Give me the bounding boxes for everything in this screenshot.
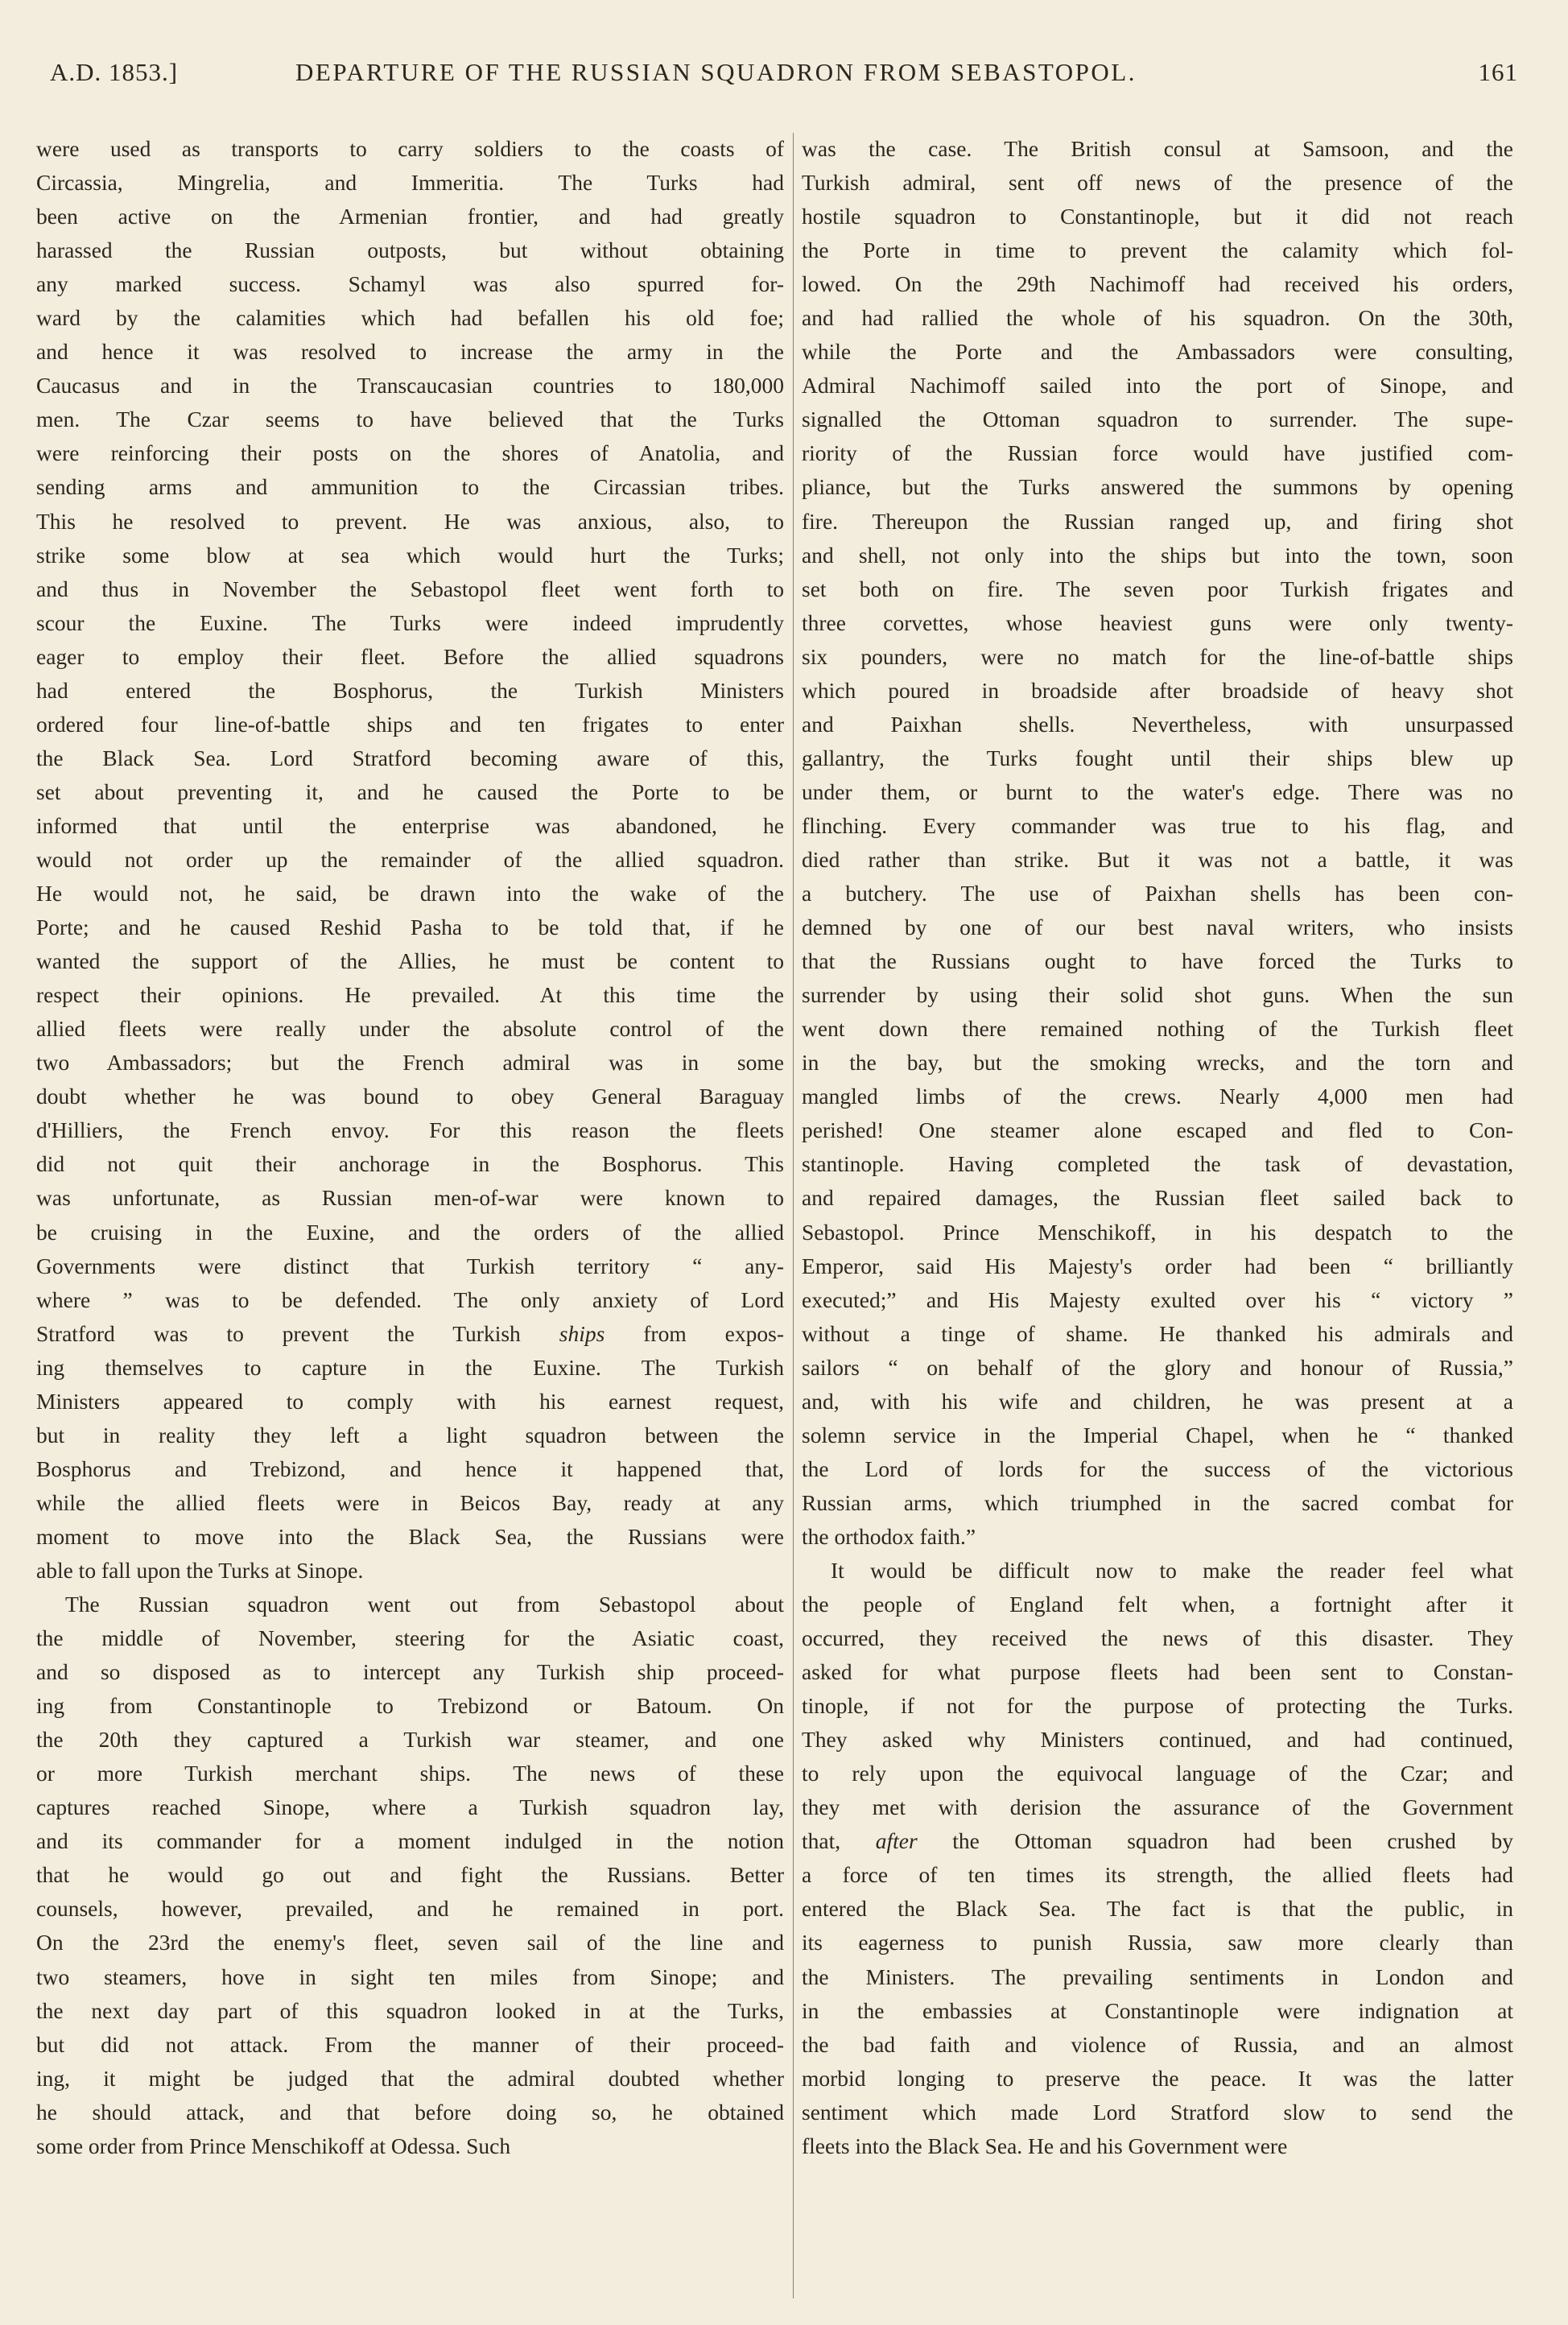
text-line: Caucasus and in the Transcaucasian countries to 180,000 xyxy=(36,373,784,399)
text-line: men. The Czar seems to have believed that the Turks xyxy=(36,407,784,432)
text-line: strike some blow at sea which would hurt the Turks; xyxy=(36,542,784,568)
text-line: asked for what purpose fleets had been sent to Constan- xyxy=(802,1659,1513,1685)
text-line: sending arms and ammunition to the Circassian tribes. xyxy=(36,474,784,500)
text-line: be cruising in the Euxine, and the orders of the allied xyxy=(36,1219,784,1245)
text-line: he should attack, and that before doing so, he obtained xyxy=(36,2099,784,2125)
text-line: the 20th they captured a Turkish war steamer, and one xyxy=(36,1727,784,1753)
text-line: surrender by using their solid shot guns. When the sun xyxy=(802,982,1513,1008)
text-line: and so disposed as to intercept any Turkish ship proceed- xyxy=(36,1659,784,1685)
right-column xyxy=(802,132,1513,2306)
text-line: died rather than strike. But it was not a battle, it was xyxy=(802,846,1513,872)
page-number: 161 xyxy=(1478,58,1518,86)
text-line: that he would go out and fight the Russians. Better xyxy=(36,1862,784,1888)
text-line: ordered four line-of-battle ships and ten frigates to enter xyxy=(36,711,784,737)
text-line: the Porte in time to prevent the calamity which fol- xyxy=(802,237,1513,263)
text-line: had entered the Bosphorus, the Turkish Ministers xyxy=(36,677,784,703)
text-line: mangled limbs of the crews. Nearly 4,000 men had xyxy=(802,1084,1513,1109)
text-line: were used as transports to carry soldiers to the coasts of xyxy=(36,136,784,161)
text-line: Bosphorus and Trebizond, and hence it happened that, xyxy=(36,1456,784,1481)
text-line: ing from Constantinople to Trebizond or Batoum. On xyxy=(36,1693,784,1719)
running-head xyxy=(50,50,1518,95)
text-line: He would not, he said, be drawn into the wake of the xyxy=(36,881,784,906)
text-line: the middle of November, steering for the Asiatic coast, xyxy=(36,1625,784,1651)
text-line: able to fall upon the Turks at Sinope. xyxy=(36,1557,364,1583)
text-line: pliance, but the Turks answered the summons by opening xyxy=(802,474,1513,500)
text-line: They asked why Ministers continued, and had continued, xyxy=(802,1727,1513,1753)
column-divider xyxy=(793,133,794,2298)
text-line: Admiral Nachimoff sailed into the port of Sinope, and xyxy=(802,373,1513,399)
text-line: set both on fire. The seven poor Turkish frigates and xyxy=(802,576,1513,601)
text-line: that, after the Ottoman squadron had been crushed by xyxy=(802,1828,1513,1854)
text-line: where ” was to be defended. The only anxiety of Lord xyxy=(36,1286,784,1312)
text-line: doubt whether he was bound to obey General Baraguay xyxy=(36,1084,784,1109)
text-line: solemn service in the Imperial Chapel, when he “ thanked xyxy=(802,1422,1513,1447)
text-line: the bad faith and violence of Russia, and an almost xyxy=(802,2031,1513,2057)
header-title: DEPARTURE OF THE RUSSIAN SQUADRON FROM SEBASTOPOL. xyxy=(295,58,1137,86)
text-line: executed;” and His Majesty exulted over his “ victory ” xyxy=(802,1286,1513,1312)
text-line: a butchery. The use of Paixhan shells has been con- xyxy=(802,881,1513,906)
text-line: harassed the Russian outposts, but without obtaining xyxy=(36,237,784,263)
text-line: to rely upon the equivocal language of the Czar; and xyxy=(802,1761,1513,1786)
text-line: tinople, if not for the purpose of protecting the Turks. xyxy=(802,1693,1513,1719)
text-line: eager to employ their fleet. Before the allied squadrons xyxy=(36,643,784,669)
text-line: moment to move into the Black Sea, the Russians were xyxy=(36,1523,784,1549)
text-line: morbid longing to preserve the peace. It was the latter xyxy=(802,2065,1513,2091)
text-line: which poured in broadside after broadside of heavy shot xyxy=(802,677,1513,703)
text-line: occurred, they received the news of this disaster. They xyxy=(802,1625,1513,1651)
text-line: that the Russians ought to have forced the Turks to xyxy=(802,948,1513,974)
text-line: under them, or burnt to the water's edge. There was no xyxy=(802,778,1513,804)
text-line: and repaired damages, the Russian fleet sailed back to xyxy=(802,1185,1513,1211)
text-line: and Paixhan shells. Nevertheless, with unsurpassed xyxy=(802,711,1513,737)
text-line: This he resolved to prevent. He was anxious, also, to xyxy=(36,508,784,534)
text-line: its eagerness to punish Russia, saw more clearly than xyxy=(802,1930,1513,1955)
text-line: and hence it was resolved to increase the army in the xyxy=(36,339,784,365)
text-line: The Russian squadron went out from Sebastopol about xyxy=(65,1592,784,1617)
text-line: Porte; and he caused Reshid Pasha to be told that, if he xyxy=(36,915,784,940)
text-line: fire. Thereupon the Russian ranged up, and firing shot xyxy=(802,508,1513,534)
text-line: set about preventing it, and he caused the Porte to be xyxy=(36,778,784,804)
text-line: they met with derision the assurance of the Government xyxy=(802,1794,1513,1820)
text-line: perished! One steamer alone escaped and fled to Con- xyxy=(802,1117,1513,1143)
text-line: On the 23rd the enemy's fleet, seven sail of the line and xyxy=(36,1930,784,1955)
text-line: and its commander for a moment indulged in the notion xyxy=(36,1828,784,1854)
text-line: demned by one of our best naval writers, who insists xyxy=(802,915,1513,940)
text-line: Sebastopol. Prince Menschikoff, in his despatch to the xyxy=(802,1219,1513,1245)
text-line: did not quit their anchorage in the Bosphorus. This xyxy=(36,1151,784,1177)
left-column xyxy=(36,132,784,2306)
text-line: two steamers, hove in sight ten miles from Sinope; and xyxy=(36,1964,784,1989)
text-line: captures reached Sinope, where a Turkish squadron lay, xyxy=(36,1794,784,1820)
text-line: counsels, however, prevailed, and he remained in port. xyxy=(36,1896,784,1922)
text-line: the orthodox faith.” xyxy=(802,1523,976,1549)
text-line: the Lord of lords for the success of the victorious xyxy=(802,1456,1513,1481)
text-line: been active on the Armenian frontier, and had greatly xyxy=(36,204,784,229)
text-line: went down there remained nothing of the Turkish fleet xyxy=(802,1016,1513,1042)
text-line: and shell, not only into the ships but into the town, soon xyxy=(802,542,1513,568)
text-line: scour the Euxine. The Turks were indeed imprudently xyxy=(36,609,784,635)
text-line: Ministers appeared to comply with his earnest request, xyxy=(36,1388,784,1414)
text-line: ward by the calamities which had befallen his old foe; xyxy=(36,305,784,331)
text-line: sentiment which made Lord Stratford slow to send the xyxy=(802,2099,1513,2125)
text-line: entered the Black Sea. The fact is that the public, in xyxy=(802,1896,1513,1922)
text-line: lowed. On the 29th Nachimoff had received his orders, xyxy=(802,271,1513,297)
text-line: or more Turkish merchant ships. The news of these xyxy=(36,1761,784,1786)
text-line: any marked success. Schamyl was also spurred for- xyxy=(36,271,784,297)
text-line: but did not attack. From the manner of their proceed- xyxy=(36,2031,784,2057)
text-line: Circassia, Mingrelia, and Immeritia. The Turks had xyxy=(36,170,784,196)
text-line: the Black Sea. Lord Stratford becoming aware of this, xyxy=(36,745,784,770)
text-line: six pounders, were no match for the line-of-battle ships xyxy=(802,643,1513,669)
text-line: stantinople. Having completed the task of devastation, xyxy=(802,1151,1513,1177)
text-line: Governments were distinct that Turkish territory “ any- xyxy=(36,1253,784,1278)
text-line: and thus in November the Sebastopol fleet went forth to xyxy=(36,576,784,601)
emphasis: after xyxy=(875,1828,918,1854)
text-line: respect their opinions. He prevailed. At this time the xyxy=(36,982,784,1008)
text-line: the Ministers. The prevailing sentiments in London and xyxy=(802,1964,1513,1989)
text-line: would not order up the remainder of the allied squadron. xyxy=(36,846,784,872)
text-line: the next day part of this squadron looked in at the Turks, xyxy=(36,1997,784,2023)
text-line: Stratford was to prevent the Turkish ships from expos- xyxy=(36,1320,784,1346)
text-line: Turkish admiral, sent off news of the presence of the xyxy=(802,170,1513,196)
text-line: hostile squadron to Constantinople, but it did not reach xyxy=(802,204,1513,229)
text-line: without a tinge of shame. He thanked his admirals and xyxy=(802,1320,1513,1346)
text-line: It would be difficult now to make the reader feel what xyxy=(831,1557,1513,1583)
text-line: was the case. The British consul at Samsoon, and the xyxy=(802,136,1513,161)
text-line: were reinforcing their posts on the shores of Anatolia, and xyxy=(36,440,784,466)
text-line: while the allied fleets were in Beicos Bay, ready at any xyxy=(36,1489,784,1515)
text-line: Russian arms, which triumphed in the sacred combat for xyxy=(802,1489,1513,1515)
text-line: ing themselves to capture in the Euxine. The Turkish xyxy=(36,1354,784,1380)
text-line: wanted the support of the Allies, he must be content to xyxy=(36,948,784,974)
text-line: two Ambassadors; but the French admiral was in some xyxy=(36,1050,784,1076)
text-line: allied fleets were really under the absolute control of the xyxy=(36,1016,784,1042)
text-line: flinching. Every commander was true to his flag, and xyxy=(802,812,1513,838)
header-date: A.D. 1853.] xyxy=(50,58,179,86)
text-line: signalled the Ottoman squadron to surrender. The supe- xyxy=(802,407,1513,432)
text-line: the people of England felt when, a fortnight after it xyxy=(802,1592,1513,1617)
emphasis: ships xyxy=(559,1320,605,1346)
text-line: Emperor, said His Majesty's order had been “ brilliantly xyxy=(802,1253,1513,1278)
text-line: a force of ten times its strength, the allied fleets had xyxy=(802,1862,1513,1888)
text-line: fleets into the Black Sea. He and his Government were xyxy=(802,2133,1288,2158)
text-line: three corvettes, whose heaviest guns were only twenty- xyxy=(802,609,1513,635)
text-line: some order from Prince Menschikoff at Odessa. Such xyxy=(36,2133,511,2158)
text-line: but in reality they left a light squadron between the xyxy=(36,1422,784,1447)
text-line: ing, it might be judged that the admiral doubted whether xyxy=(36,2065,784,2091)
text-line: d'Hilliers, the French envoy. For this reason the fleets xyxy=(36,1117,784,1143)
text-line: informed that until the enterprise was abandoned, he xyxy=(36,812,784,838)
text-line: in the embassies at Constantinople were indignation at xyxy=(802,1997,1513,2023)
text-line: gallantry, the Turks fought until their ships blew up xyxy=(802,745,1513,770)
text-line: in the bay, but the smoking wrecks, and the torn and xyxy=(802,1050,1513,1076)
text-line: sailors “ on behalf of the glory and honour of Russia,” xyxy=(802,1354,1513,1380)
text-line: and had rallied the whole of his squadron. On the 30th, xyxy=(802,305,1513,331)
text-line: was unfortunate, as Russian men-of-war were known to xyxy=(36,1185,784,1211)
text-line: and, with his wife and children, he was present at a xyxy=(802,1388,1513,1414)
text-line: while the Porte and the Ambassadors were consulting, xyxy=(802,339,1513,365)
text-line: riority of the Russian force would have justified com- xyxy=(802,440,1513,466)
